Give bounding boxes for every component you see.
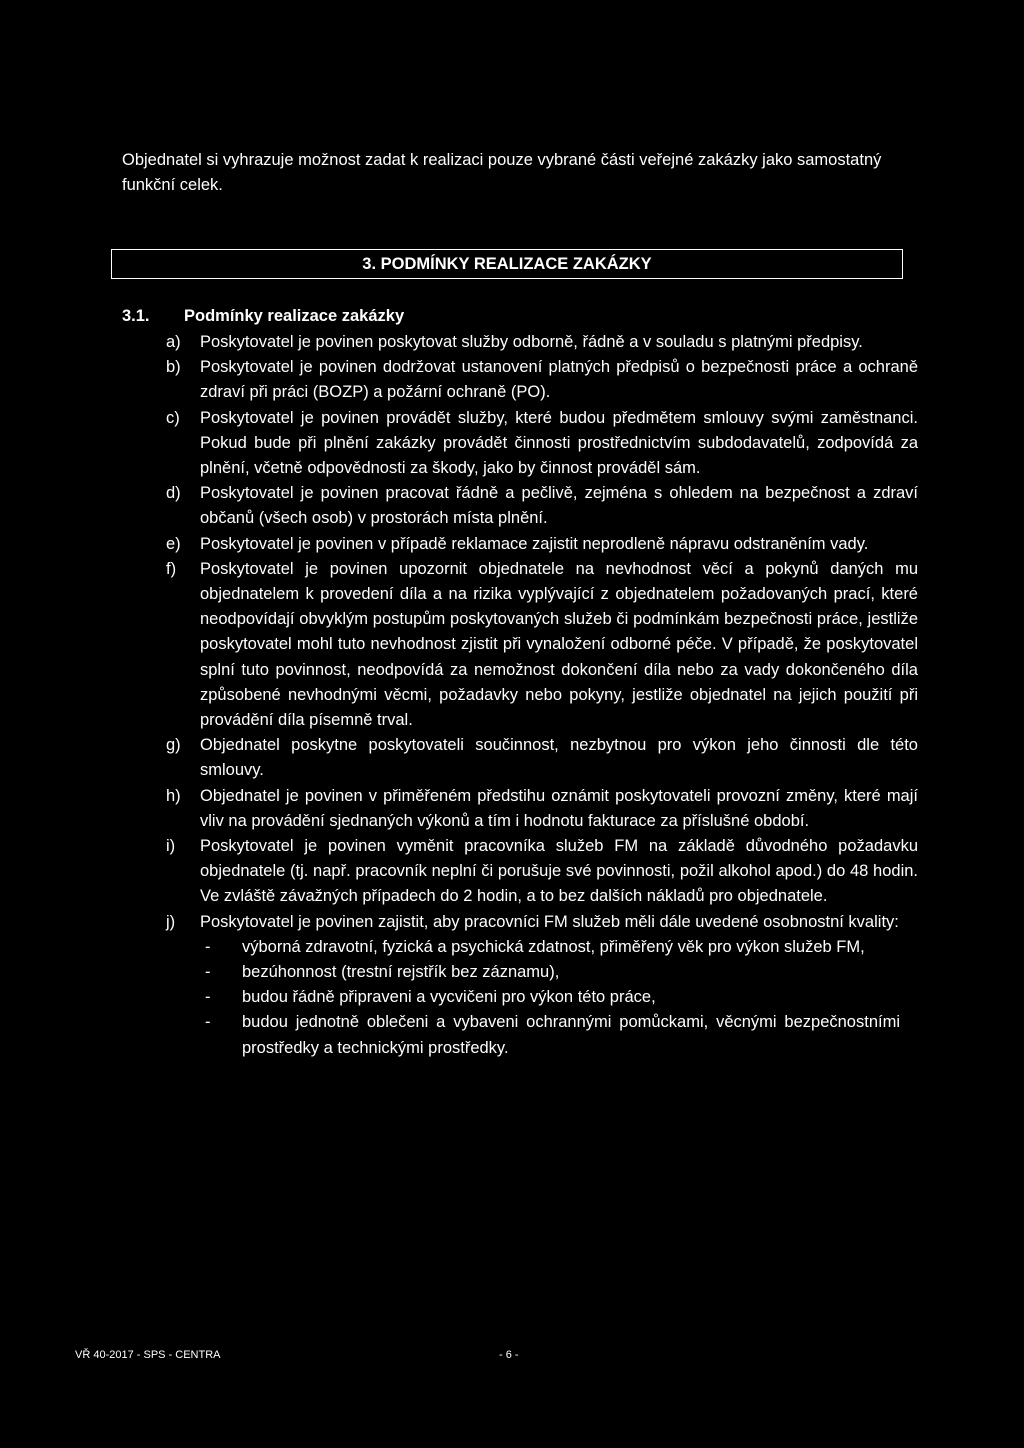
item-text: Objednatel je povinen v přiměřeném předstihu oznámit poskytovateli provozní změny, které mají vliv na provádění sjednaných výkonů a tím i hodnotu fakturace za příslušné období. <box>200 786 918 830</box>
item-text: Poskytovatel je povinen upozornit objednatele na nevhodnost věcí a pokynů daných mu objednatelem k provedení díla a na rizika vyplývající z objednatelem požadovaných prací, které neodpovídají obvyklým postupům poskytovaných služeb či podmínkám bezpečnosti práce, jestliže poskytovatel mohl tuto nevhodnost zjistit při vynaložení odborné péče. V případě, že poskytovatel splní tuto povinnost, neodpovídá za nemožnost dokončení díla nebo za vady dokončeného díla způsobené nevhodnými věcmi, požadavky nebo pokyny, jestliže objednatel na jejich použití při provádění díla písemně trval. <box>200 559 918 730</box>
item-marker: b) <box>166 358 181 377</box>
item-text: Objednatel poskytne poskytovateli součinnost, nezbytnou pro výkon jeho činnosti dle této smlouvy. <box>200 736 918 780</box>
qualities-list <box>200 935 918 1061</box>
item-marker: g) <box>166 736 181 755</box>
list-item <box>166 910 918 1061</box>
item-marker: e) <box>166 534 181 553</box>
list-item <box>166 481 918 531</box>
intro-paragraph: Objednatel si vyhrazuje možnost zadat k realizaci pouze vybrané části veřejné zakázky jako samostatný funkční celek. <box>122 151 882 195</box>
item-marker: i) <box>166 837 176 856</box>
subsection-number: 3.1. <box>122 307 150 325</box>
bullet-item <box>200 1010 918 1060</box>
bullet-marker: - <box>205 1013 211 1032</box>
list-item <box>166 733 918 783</box>
list-item <box>166 834 918 910</box>
item-marker: d) <box>166 484 181 503</box>
item-text: Poskytovatel je povinen provádět služby, které budou předmětem smlouvy svými zaměstnanci. Pokud bude při plnění zakázky provádět činnosti prostřednictvím subdodavatelů, zodpovídá za plnění, včetně odpovědnosti za škody, jako by činnost prováděl sám. <box>200 408 918 478</box>
list-item <box>166 557 918 733</box>
item-text: Poskytovatel je povinen dodržovat ustanovení platných předpisů o bezpečnosti práce a ochraně zdraví při práci (BOZP) a požární ochraně (PO). <box>200 358 918 402</box>
bullet-item <box>200 960 918 985</box>
list-item <box>166 330 918 355</box>
section-heading <box>111 249 903 279</box>
bullet-text: budou řádně připraveni a vycvičeni pro výkon této práce, <box>242 988 656 1007</box>
item-body <box>200 910 918 1061</box>
section-title: 3. PODMÍNKY REALIZACE ZAKÁZKY <box>362 255 652 273</box>
item-text: Poskytovatel je povinen v případě reklamace zajistit neprodleně nápravu odstraněním vady. <box>200 534 869 553</box>
bullet-text: budou jednotně oblečeni a vybaveni ochrannými pomůckami, věcnými bezpečnostními prostředky a technickými prostředky. <box>242 1013 900 1057</box>
item-text: Poskytovatel je povinen vyměnit pracovníka služeb FM na základě důvodného požadavku objednatele (tj. např. pracovník neplní či porušuje své povinnosti, požil alkohol apod.) do 48 hodin. Ve zvláště závažných případech do 2 hodin, a to bez dalších nákladů pro objednatele. <box>200 837 918 906</box>
bullet-text: bezúhonnost (trestní rejstřík bez záznamu), <box>242 963 560 982</box>
item-text: Poskytovatel je povinen pracovat řádně a pečlivě, zejména s ohledem na bezpečnost a zdraví občanů (všech osob) v prostorách místa plnění. <box>200 484 918 528</box>
bullet-item <box>200 985 918 1010</box>
item-marker: f) <box>166 559 177 578</box>
bullet-marker: - <box>205 937 211 956</box>
conditions-list <box>166 330 918 1061</box>
list-item <box>166 784 918 834</box>
list-item <box>166 355 918 405</box>
item-marker: a) <box>166 333 181 351</box>
item-text: Poskytovatel je povinen poskytovat služby odborně, řádně a v souladu s platnými předpisy. <box>200 333 863 351</box>
subsection-title: Podmínky realizace zakázky <box>184 307 405 325</box>
list-item <box>166 406 918 482</box>
list-item <box>166 532 918 557</box>
item-text: Poskytovatel je povinen zajistit, aby pracovníci FM služeb měli dále uvedené osobnostní kvality: <box>200 912 899 931</box>
subsection-heading <box>122 304 404 329</box>
bullet-text: výborná zdravotní, fyzická a psychická zdatnost, přiměřený věk pro výkon služeb FM, <box>242 937 865 956</box>
bullet-item <box>200 935 918 960</box>
bullet-marker: - <box>205 988 211 1007</box>
bullet-marker: - <box>205 963 211 982</box>
item-marker: j) <box>166 912 176 931</box>
footer-page-number: - 6 - <box>499 1349 519 1361</box>
item-marker: c) <box>166 408 180 427</box>
item-marker: h) <box>166 786 181 805</box>
footer-document-id: VŘ 40-2017 - SPS - CENTRA <box>75 1349 221 1361</box>
